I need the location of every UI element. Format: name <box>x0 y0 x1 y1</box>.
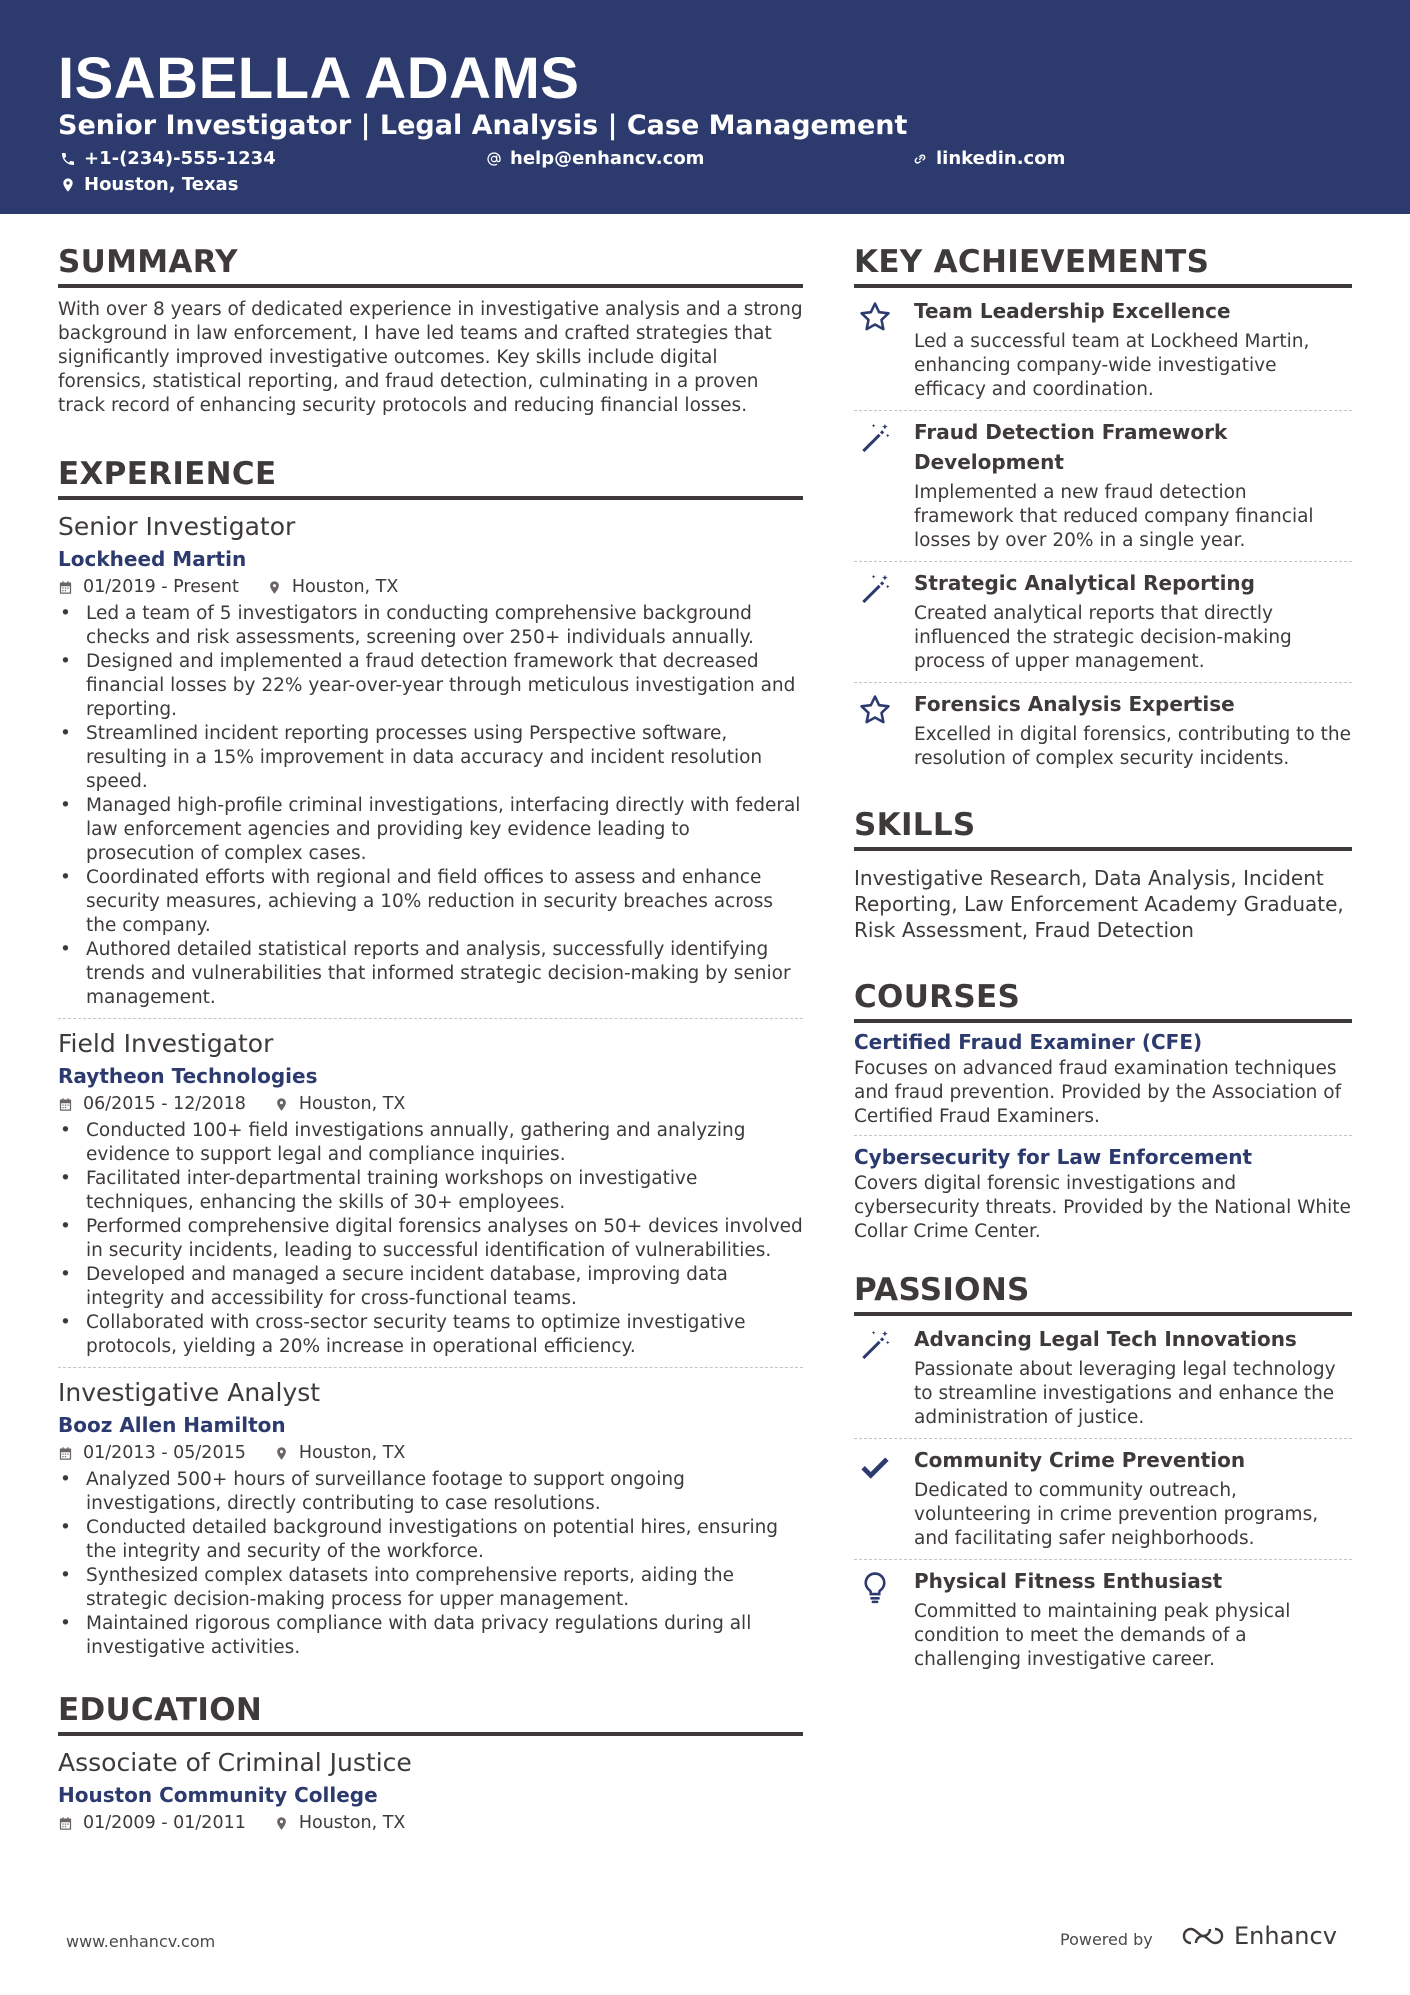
education-location <box>274 1810 406 1836</box>
bullet-item: • Conducted detailed background investigations on potential hires, ensuring the integrity and security of the workforce. <box>58 1516 803 1564</box>
job-entry <box>58 1027 803 1359</box>
passion-title: Physical Fitness Enthusiast <box>914 1569 1223 1593</box>
achievement-desc: Led a successful team at Lockheed Martin, enhancing company-wide investigative efficacy and coordination. <box>914 331 1310 400</box>
job-title: Senior Investigator <box>58 512 296 541</box>
passion-item <box>854 1439 1352 1559</box>
enhancv-logo-icon <box>1180 1923 1226 1949</box>
job-location <box>274 1091 406 1117</box>
bullet-item: • Led a team of 5 investigators in conducting comprehensive background checks and risk assessments, screening over 250+ individuals annually. <box>58 602 803 650</box>
check-icon <box>858 1449 892 1483</box>
bullet-item: • Designed and implemented a fraud detection framework that decreased financial losses by 22% year-over-year through meticulous investigation and reporting. <box>58 650 803 722</box>
job-meta <box>58 574 803 600</box>
bullet-item: • Coordinated efforts with regional and field offices to assess and enhance security measures, achieving a 10% reduction in security breaches across the company. <box>58 866 803 938</box>
achievement-desc: Excelled in digital forensics, contributing to the resolution of complex security incidents. <box>914 724 1351 769</box>
divider <box>58 1367 803 1368</box>
company-name: Lockheed Martin <box>58 547 247 571</box>
course-desc: Covers digital forensic investigations and cybersecurity threats. Provided by the National White Collar Crime Center. <box>854 1173 1351 1242</box>
calendar-icon <box>58 580 73 595</box>
education-section <box>58 1690 803 1836</box>
section-title: SKILLS <box>854 805 1352 851</box>
candidate-headline: Senior Investigator | Legal Analysis | Case Management <box>58 110 908 141</box>
location-pin-icon <box>60 177 76 193</box>
job-entry <box>58 1376 803 1660</box>
passion-desc: Committed to maintaining peak physical condition to meet the demands of a challenging investigative career. <box>914 1601 1291 1670</box>
summary-text: With over 8 years of dedicated experience in investigative analysis and a strong background in law enforcement, I have led teams and crafted strategies that significantly improved investigative outcomes. Key skills include digital forensics, statistical reporting, and fraud detection, culminating in a proven track record of enhancing security protocols and reducing financial losses. <box>58 299 803 416</box>
summary-section <box>58 242 803 418</box>
section-title: EDUCATION <box>58 1690 803 1736</box>
passions-section <box>854 1270 1352 1680</box>
bullet-item: • Facilitated inter-departmental training workshops on investigative techniques, enhancing the skills of 30+ employees. <box>58 1167 803 1215</box>
calendar-icon <box>58 1446 73 1461</box>
job-dates: 01/2013 - 05/2015 <box>83 1443 246 1463</box>
footer-brand-logo[interactable] <box>1180 1922 1337 1950</box>
job-dates: 01/2019 - Present <box>83 577 239 597</box>
magic-wand-icon <box>858 572 892 606</box>
skills-text: Investigative Research, Data Analysis, Incident Reporting, Law Enforcement Academy Graduate, Risk Assessment, Fraud Detection <box>854 866 1344 942</box>
at-icon <box>486 151 502 167</box>
footer-powered-by: Powered by <box>1060 1930 1153 1949</box>
achievement-desc: Created analytical reports that directly influenced the strategic decision-making process of upper management. <box>914 603 1292 672</box>
company-name: Raytheon Technologies <box>58 1064 318 1088</box>
education-location-text: Houston, TX <box>298 1813 406 1833</box>
achievement-desc: Implemented a new fraud detection framework that reduced company financial losses by over 20% in a single year. <box>914 482 1314 551</box>
bullet-item: • Synthesized complex datasets into comprehensive reports, aiding the strategic decision-making process for upper management. <box>58 1564 803 1612</box>
contact-phone <box>60 147 276 171</box>
achievement-title: Team Leadership Excellence <box>914 299 1231 323</box>
job-location-text: Houston, TX <box>298 1443 406 1463</box>
skills-section <box>854 805 1352 943</box>
location-pin-icon <box>274 1097 289 1112</box>
footer-website[interactable]: www.enhancv.com <box>66 1932 216 1951</box>
achievement-title: Strategic Analytical Reporting <box>914 571 1255 595</box>
bullet-item: • Collaborated with cross-sector security teams to optimize investigative protocols, yielding a 20% increase in operational efficiency. <box>58 1311 803 1359</box>
star-icon <box>858 300 892 334</box>
achievement-title: Fraud Detection Framework Development <box>914 420 1228 474</box>
job-meta <box>58 1440 803 1466</box>
right-column <box>854 242 1352 1680</box>
location-pin-icon <box>274 1446 289 1461</box>
courses-section <box>854 977 1352 1244</box>
lightbulb-icon <box>858 1570 892 1604</box>
section-title: COURSES <box>854 977 1352 1023</box>
achievement-title: Forensics Analysis Expertise <box>914 692 1235 716</box>
email-text: help@enhancv.com <box>510 148 705 169</box>
course-title: Certified Fraud Examiner (CFE) <box>854 1030 1203 1054</box>
course-item <box>854 1027 1352 1129</box>
passion-desc: Passionate about leveraging legal technology to streamline investigations and enhance the administration of justice. <box>914 1359 1336 1428</box>
course-desc: Focuses on advanced fraud examination techniques and fraud prevention. Provided by the Association of Certified Fraud Examiners. <box>854 1058 1342 1127</box>
location-pin-icon <box>274 1816 289 1831</box>
achievement-item <box>854 290 1352 410</box>
job-entry <box>58 510 803 1010</box>
bullet-item: • Authored detailed statistical reports and analysis, successfully identifying trends and vulnerabilities that informed strategic decision-making by senior management. <box>58 938 803 1010</box>
bullet-item: • Maintained rigorous compliance with data privacy regulations during all investigative activities. <box>58 1612 803 1660</box>
bullet-item: • Streamlined incident reporting processes using Perspective software, resulting in a 15% improvement in data accuracy and incident resolution speed. <box>58 722 803 794</box>
passion-title: Community Crime Prevention <box>914 1448 1246 1472</box>
job-title: Investigative Analyst <box>58 1378 321 1407</box>
divider <box>58 1018 803 1019</box>
section-title: SUMMARY <box>58 242 803 288</box>
bullet-item: • Analyzed 500+ hours of surveillance footage to support ongoing investigations, directly contributing to case resolutions. <box>58 1468 803 1516</box>
passion-item <box>854 1560 1352 1680</box>
course-title: Cybersecurity for Law Enforcement <box>854 1145 1253 1169</box>
passion-item <box>854 1318 1352 1438</box>
section-title: PASSIONS <box>854 1270 1352 1316</box>
passion-desc: Dedicated to community outreach, volunteering in crime prevention programs, and facilitating safer neighborhoods. <box>914 1480 1319 1549</box>
achievement-item <box>854 683 1352 779</box>
candidate-name: ISABELLA ADAMS <box>58 46 580 111</box>
achievement-item <box>854 562 1352 682</box>
course-item <box>854 1142 1352 1244</box>
footer-brand-name: Enhancv <box>1234 1922 1337 1950</box>
contact-location <box>60 173 238 197</box>
phone-text: +1-(234)-555-1234 <box>84 148 276 169</box>
bullet-item: • Developed and managed a secure incident database, improving data integrity and accessibility for cross-functional teams. <box>58 1263 803 1311</box>
education-meta <box>58 1810 803 1836</box>
bullet-item: • Performed comprehensive digital forensics analyses on 50+ devices involved in security incidents, leading to successful identification of vulnerabilities. <box>58 1215 803 1263</box>
education-dates: 01/2009 - 01/2011 <box>83 1813 246 1833</box>
star-icon <box>858 693 892 727</box>
left-column <box>58 242 803 1836</box>
job-location-text: Houston, TX <box>291 577 399 597</box>
job-location-text: Houston, TX <box>298 1094 406 1114</box>
job-bullets <box>58 1119 803 1359</box>
calendar-icon <box>58 1097 73 1112</box>
section-title: KEY ACHIEVEMENTS <box>854 242 1352 288</box>
achievement-item <box>854 411 1352 561</box>
job-location <box>267 574 399 600</box>
job-dates: 06/2015 - 12/2018 <box>83 1094 246 1114</box>
passion-title: Advancing Legal Tech Innovations <box>914 1327 1297 1351</box>
achievements-section <box>854 242 1352 779</box>
magic-wand-icon <box>858 421 892 455</box>
school-name: Houston Community College <box>58 1783 378 1807</box>
divider <box>854 1135 1352 1136</box>
magic-wand-icon <box>858 1328 892 1362</box>
location-pin-icon <box>267 580 282 595</box>
bullet-item: • Managed high-profile criminal investigations, interfacing directly with federal law enforcement agencies and providing key evidence leading to prosecution of complex cases. <box>58 794 803 866</box>
job-location <box>274 1440 406 1466</box>
job-title: Field Investigator <box>58 1029 274 1058</box>
website-text: linkedin.com <box>936 148 1066 169</box>
degree-title: Associate of Criminal Justice <box>58 1748 412 1777</box>
calendar-icon <box>58 1816 73 1831</box>
phone-icon <box>60 151 76 167</box>
location-text: Houston, Texas <box>84 174 239 195</box>
experience-section <box>58 454 803 1660</box>
contact-email[interactable] <box>486 147 704 171</box>
job-meta <box>58 1091 803 1117</box>
job-bullets <box>58 1468 803 1660</box>
job-bullets <box>58 602 803 1010</box>
company-name: Booz Allen Hamilton <box>58 1413 286 1437</box>
link-icon <box>912 151 928 167</box>
bullet-item: • Conducted 100+ field investigations annually, gathering and analyzing evidence to support legal and compliance inquiries. <box>58 1119 803 1167</box>
resume-header <box>0 0 1410 214</box>
section-title: EXPERIENCE <box>58 454 803 500</box>
contact-website[interactable] <box>912 147 1065 171</box>
